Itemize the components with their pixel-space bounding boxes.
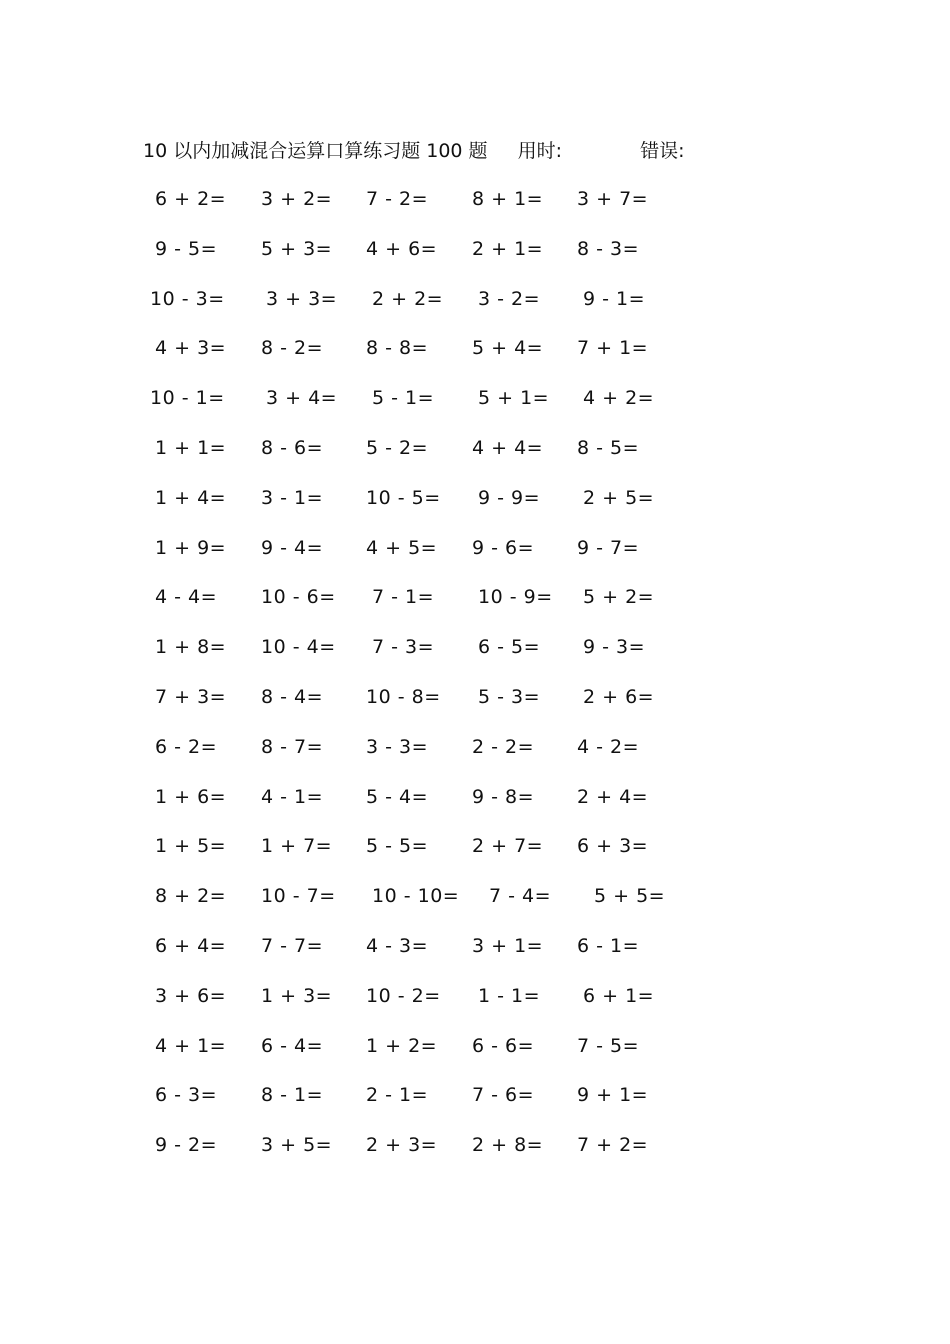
problem-item: 6 - 3= (155, 1084, 218, 1107)
worksheet-title: 10 以内加减混合运算口算练习题 100 题 (143, 140, 488, 162)
problem-item: 9 - 4= (261, 536, 324, 559)
problem-item: 5 + 2= (583, 586, 655, 609)
problem-item: 1 + 2= (366, 1034, 438, 1057)
problem-item: 6 + 2= (155, 188, 227, 210)
problem-row (0, 381, 950, 431)
problem-item: 5 + 1= (478, 387, 550, 410)
problem-item: 6 - 6= (472, 1034, 535, 1057)
problem-item: 3 + 4= (266, 387, 338, 410)
problem-item: 2 + 6= (583, 685, 655, 708)
problem-item: 5 - 3= (478, 685, 541, 708)
problem-item: 3 + 5= (261, 1134, 333, 1157)
problem-item: 8 + 2= (155, 885, 227, 908)
problem-item: 10 - 9= (478, 586, 553, 609)
problem-item: 1 + 6= (155, 785, 227, 808)
problem-item: 1 + 4= (155, 486, 227, 509)
problem-item: 2 + 1= (472, 237, 544, 260)
problem-row (0, 232, 950, 282)
problem-item: 2 + 8= (472, 1134, 544, 1157)
problem-item: 7 + 3= (155, 685, 227, 708)
problem-item: 7 + 1= (577, 337, 649, 360)
problem-item: 1 + 8= (155, 636, 227, 659)
problem-item: 6 + 3= (577, 835, 649, 858)
problem-item: 3 - 1= (261, 486, 324, 509)
problem-item: 5 + 4= (472, 337, 544, 360)
problem-item: 7 - 6= (472, 1084, 535, 1107)
problem-item: 4 - 3= (366, 934, 429, 957)
problem-item: 8 - 2= (261, 337, 324, 360)
problem-item: 6 - 2= (155, 735, 218, 758)
problem-item: 2 - 1= (366, 1084, 429, 1107)
problem-item: 4 + 4= (472, 436, 544, 459)
problem-item: 3 + 2= (261, 188, 333, 210)
problem-item: 1 + 3= (261, 984, 333, 1007)
problem-item: 9 - 3= (583, 636, 646, 659)
problem-row (0, 531, 950, 581)
problem-item: 5 - 1= (372, 387, 435, 410)
problem-item: 10 - 8= (366, 685, 441, 708)
problem-row (0, 481, 950, 531)
problem-item: 4 - 4= (155, 586, 218, 609)
problem-item: 1 + 9= (155, 536, 227, 559)
problem-item: 8 - 1= (261, 1084, 324, 1107)
problem-item: 5 + 5= (594, 885, 666, 908)
problem-item: 7 - 4= (489, 885, 552, 908)
problem-item: 1 - 1= (478, 984, 541, 1007)
problem-item: 6 - 5= (478, 636, 541, 659)
problem-item: 9 - 9= (478, 486, 541, 509)
problem-item: 6 + 1= (583, 984, 655, 1007)
problem-item: 10 - 5= (366, 486, 441, 509)
problem-item: 10 - 6= (261, 586, 336, 609)
problem-item: 4 + 2= (583, 387, 655, 410)
problem-item: 5 - 5= (366, 835, 429, 858)
problem-item: 2 + 7= (472, 835, 544, 858)
problem-item: 10 - 3= (150, 287, 225, 310)
problem-item: 10 - 10= (372, 885, 460, 908)
problem-item: 2 + 3= (366, 1134, 438, 1157)
problem-item: 1 + 1= (155, 436, 227, 459)
problem-item: 8 - 5= (577, 436, 640, 459)
problem-item: 7 - 2= (366, 188, 429, 210)
problem-item: 3 + 1= (472, 934, 544, 957)
problem-item: 6 - 4= (261, 1034, 324, 1057)
problem-item: 4 + 5= (366, 536, 438, 559)
problem-item: 10 - 7= (261, 885, 336, 908)
problem-row (0, 979, 950, 1029)
problem-item: 9 - 8= (472, 785, 535, 808)
problem-row (0, 580, 950, 630)
error-label: 错误: (640, 140, 685, 162)
problem-row (0, 680, 950, 730)
problem-item: 3 + 7= (577, 188, 649, 210)
problem-row (0, 1029, 950, 1079)
problem-item: 6 - 1= (577, 934, 640, 957)
worksheet-header (143, 136, 684, 166)
problem-row (0, 780, 950, 830)
problem-grid (0, 182, 950, 1178)
problem-item: 9 + 1= (577, 1084, 649, 1107)
problem-item: 5 - 2= (366, 436, 429, 459)
problem-item: 3 - 2= (478, 287, 541, 310)
problem-item: 5 + 3= (261, 237, 333, 260)
problem-row (0, 282, 950, 332)
problem-row (0, 182, 950, 232)
problem-row (0, 829, 950, 879)
problem-item: 10 - 4= (261, 636, 336, 659)
problem-row (0, 730, 950, 780)
problem-item: 9 - 2= (155, 1134, 218, 1157)
problem-item: 5 - 4= (366, 785, 429, 808)
problem-item: 2 + 2= (372, 287, 444, 310)
problem-item: 1 + 7= (261, 835, 333, 858)
problem-item: 9 - 5= (155, 237, 218, 260)
problem-item: 7 - 3= (372, 636, 435, 659)
problem-item: 8 - 8= (366, 337, 429, 360)
problem-item: 8 + 1= (472, 188, 544, 210)
problem-item: 3 + 6= (155, 984, 227, 1007)
problem-item: 4 - 1= (261, 785, 324, 808)
problem-row (0, 431, 950, 481)
problem-item: 2 + 4= (577, 785, 649, 808)
problem-item: 9 - 1= (583, 287, 646, 310)
problem-item: 8 - 4= (261, 685, 324, 708)
problem-item: 2 + 5= (583, 486, 655, 509)
problem-item: 10 - 2= (366, 984, 441, 1007)
problem-item: 4 + 3= (155, 337, 227, 360)
problem-item: 2 - 2= (472, 735, 535, 758)
problem-row (0, 630, 950, 680)
problem-row (0, 1128, 950, 1178)
problem-item: 8 - 6= (261, 436, 324, 459)
problem-item: 4 + 6= (366, 237, 438, 260)
problem-row (0, 929, 950, 979)
problem-item: 7 - 1= (372, 586, 435, 609)
problem-item: 1 + 5= (155, 835, 227, 858)
problem-item: 4 + 1= (155, 1034, 227, 1057)
problem-item: 9 - 7= (577, 536, 640, 559)
problem-item: 8 - 7= (261, 735, 324, 758)
problem-item: 8 - 3= (577, 237, 640, 260)
problem-row (0, 879, 950, 929)
problem-item: 7 + 2= (577, 1134, 649, 1157)
problem-item: 9 - 6= (472, 536, 535, 559)
problem-item: 10 - 1= (150, 387, 225, 410)
time-label: 用时: (517, 140, 563, 162)
problem-item: 6 + 4= (155, 934, 227, 957)
problem-item: 3 + 3= (266, 287, 338, 310)
problem-row (0, 1078, 950, 1128)
problem-item: 4 - 2= (577, 735, 640, 758)
problem-item: 7 - 5= (577, 1034, 640, 1057)
problem-row (0, 331, 950, 381)
problem-item: 3 - 3= (366, 735, 429, 758)
problem-item: 7 - 7= (261, 934, 324, 957)
